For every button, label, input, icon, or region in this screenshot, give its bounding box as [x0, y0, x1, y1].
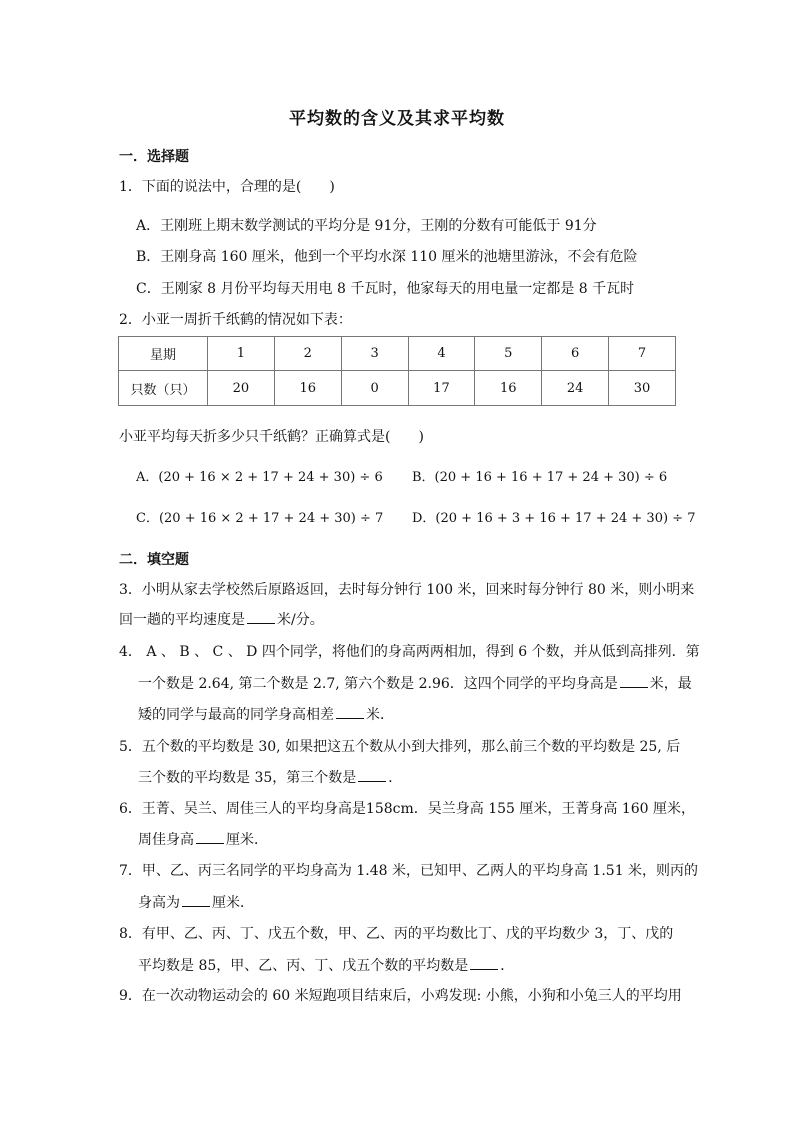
table-header-label: 星期 [119, 337, 208, 371]
answer-blank[interactable] [336, 704, 364, 719]
question-8-line-1: 8．有甲、乙、丙、丁、戊五个数，甲、乙、丙的平均数比丁、戊的平均数少 3，丁、戊的 [119, 926, 674, 942]
question-1-stem: 1．下面的说法中，合理的是( ) [119, 179, 335, 195]
table-day-cell: 3 [341, 337, 408, 371]
question-2-option-c: C．(20 + 16 × 2 + 17 + 24 + 30) ÷ 7 [136, 511, 384, 526]
table-day-cell: 2 [274, 337, 341, 371]
answer-blank[interactable] [247, 609, 275, 624]
question-9-line-1: 9．在一次动物运动会的 60 米短跑项目结束后，小鸡发现: 小熊，小狗和小兔三人的平均用 [119, 988, 682, 1004]
answer-blank[interactable] [182, 892, 210, 907]
answer-blank[interactable] [620, 673, 648, 688]
question-8-line-2: 平均数是 85，甲、乙、丙、丁、戊五个数的平均数是 ． [138, 955, 514, 976]
table-count-cell: 17 [408, 371, 475, 406]
table-count-cell: 16 [475, 371, 542, 406]
question-2-stem: 2．小亚一周折千纸鹤的情况如下表： [119, 312, 352, 328]
table-day-cell: 6 [542, 337, 609, 371]
question-4-line-1: 4． A 、 B 、 C 、 D 四个同学，将他们的身高两两相加，得到 6 个数，并从低到高排列．第 [119, 644, 700, 660]
question-7-line-1: 7．甲、乙、丙三名同学的平均身高为 1.48 米，已知甲、乙两人的平均身高 1.51 米，则丙的 [119, 863, 699, 879]
table-day-cell: 5 [475, 337, 542, 371]
table-count-cell: 24 [542, 371, 609, 406]
answer-blank[interactable] [470, 955, 498, 970]
question-6-line-2: 周佳身高 厘米． [138, 829, 268, 850]
table-data-row [119, 371, 676, 406]
section-heading-fill: 二．填空题 [119, 552, 189, 568]
table-row-label: 只数（只） [119, 371, 208, 406]
table-day-cell: 7 [609, 337, 676, 371]
question-6-line-1: 6．王菁、吴兰、周佳三人的平均身高是158cm．吴兰身高 155 厘米，王菁身高 160 厘米， [119, 801, 695, 817]
question-2-option-b: B．(20 + 16 + 16 + 17 + 24 + 30) ÷ 6 [412, 470, 668, 485]
question-2-question: 小亚平均每天折多少只千纸鹤？正确算式是( ) [119, 429, 424, 445]
table-day-cell: 4 [408, 337, 475, 371]
question-4-line-2: 一个数是 2.64, 第二个数是 2.7, 第六个数是 2.96．这四个同学的平均身高是 米，最 [138, 673, 692, 694]
question-5-line-1: 5．五个数的平均数是 30, 如果把这五个数从小到大排列，那么前三个数的平均数是 25, 后 [119, 739, 681, 755]
question-3-line-2: 回一趟的平均速度是 米/分。 [119, 609, 324, 630]
table-count-cell: 20 [208, 371, 275, 406]
table-count-cell: 30 [609, 371, 676, 406]
question-1-option-b: B．王刚身高 160 厘米，他到一个平均水深 110 厘米的池塘里游泳，不会有危险 [136, 249, 638, 265]
question-4-line-3: 矮的同学与最高的同学身高相差 米． [138, 704, 394, 725]
page-title: 平均数的含义及其求平均数 [289, 109, 505, 129]
question-5-line-2: 三个数的平均数是 35，第三个数是 ． [138, 767, 402, 788]
question-3-line-1: 3．小明从家去学校然后原路返回，去时每分钟行 100 米，回来时每分钟行 80 米，则小明来 [119, 582, 695, 598]
answer-blank[interactable] [358, 767, 386, 782]
crane-folding-table [118, 336, 676, 406]
question-1-option-a: A．王刚班上期末数学测试的平均分是 91分，王刚的分数有可能低于 91分 [136, 218, 597, 234]
question-2-option-d: D．(20 + 16 + 3 + 16 + 17 + 24 + 30) ÷ 7 [412, 511, 696, 526]
section-heading-choice: 一．选择题 [119, 149, 189, 165]
table-day-cell: 1 [208, 337, 275, 371]
table-count-cell: 0 [341, 371, 408, 406]
table-count-cell: 16 [274, 371, 341, 406]
answer-blank[interactable] [196, 829, 224, 844]
table-header-row [119, 337, 676, 371]
question-2-option-a: A．(20 + 16 × 2 + 17 + 24 + 30) ÷ 6 [136, 470, 383, 485]
question-7-line-2: 身高为 厘米． [138, 892, 254, 913]
question-1-option-c: C．王刚家 8 月份平均每天用电 8 千瓦时，他家每天的用电量一定都是 8 千瓦时 [136, 281, 635, 297]
